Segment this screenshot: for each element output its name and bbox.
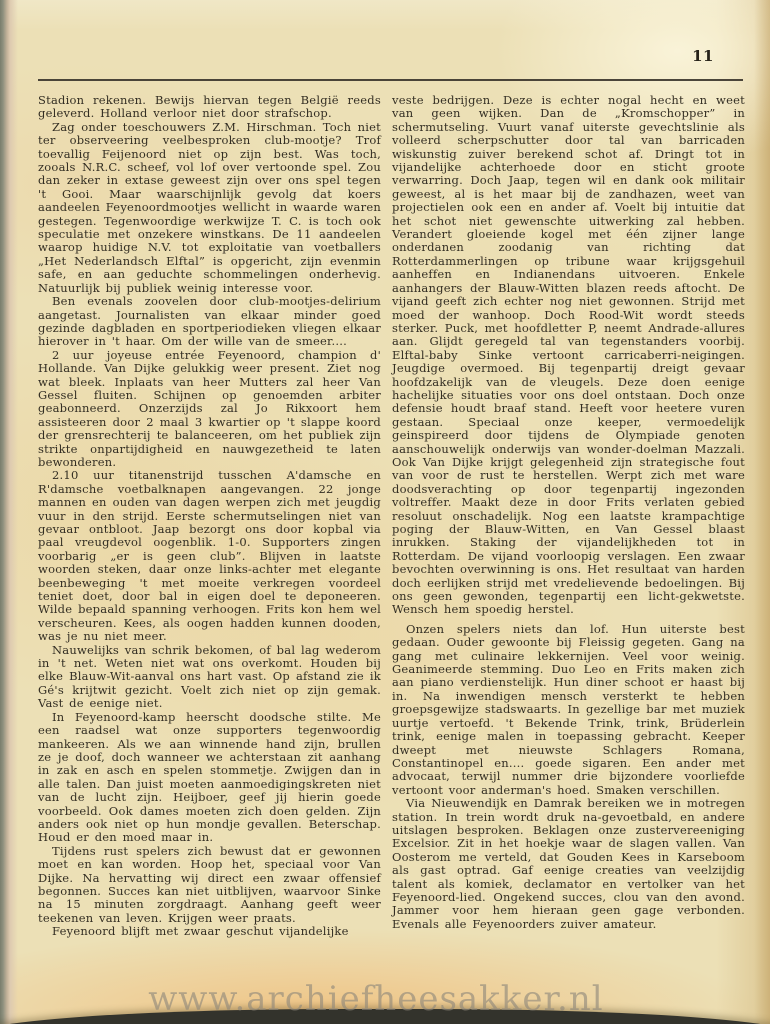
paragraph: 2 uur joyeuse entrée Feyenoord, champion d' Hollande. Van Dijke gelukkig weer present. Ziet nog wat bleek. Inplaats van heer Mutters zal heer Van Gessel fluiten. Schijnen op genoemden arbiter geabonneerd. Onzerzijds zal Jo Rikxoort hem assisteeren door 2 maal 3 kwartier op 't slappe koord der grensrechterij te balanceeren, om het publiek zijn strikte onpartijdigheid en nauwgezetheid te laten bewonderen. bbox=[38, 347, 381, 469]
header-rule bbox=[38, 79, 743, 81]
paragraph: Nauwelijks van schrik bekomen, of bal lag wederom in 't net. Weten niet wat ons overkomt. Houden bij elke Blauw-Wit-aanval ons hart vast. Op afstand zie ik Gé's krijtwit gezicht. Voelt zich niet op zijn gemak. Vast de eenige niet. bbox=[38, 642, 381, 711]
paragraph: Stadion rekenen. Bewijs hiervan tegen België reeds geleverd. Holland verloor niet door strafschop. bbox=[38, 93, 381, 121]
article-body bbox=[38, 94, 745, 939]
left-column bbox=[38, 94, 381, 939]
right-column bbox=[392, 94, 745, 939]
paragraph: 2.10 uur titanenstrijd tusschen A'damsche en R'damsche voetbalknapen aangevangen. 22 jonge mannen en ouden van dagen werpen zich met jeugdig vuur in den strijd. Eerste schermutselingen niet van gevaar ontbloot. Jaap bezorgt ons door kopbal via paal vreugdevol oogenblik. 1-0. Supporters zingen voorbarig „er is geen club”. Blijven in laatste woorden steken, daar onze links-achter met elegante beenbeweging 't met moeite verkregen voordeel teniet doet, door bal in eigen doel te deponeeren. Wilde bepaald spanning verhoogen. Frits kon hem wel verscheuren. Kees, als oogen hadden kunnen dooden, was je nu niet meer. bbox=[38, 468, 381, 644]
paragraph: Onzen spelers niets dan lof. Hun uiterste best gedaan. Ouder gewoonte bij Fleissig gegeten. Gang na gang met culinaire lekkernijen. Veel voor weinig. Geanimeerde stemming. Duo Leo en Frits maken zich aan piano verdienstelijk. Hun diner schoot er haast bij in. Na inwendigen mensch versterkt te hebben groepsgewijze stadswaarts. In gezellige bar met muziek uurtje vertoefd. 't Bekende Trink, trink, Brüderlein trink, eenige malen in toepassing gebracht. Keeper dweept met nieuwste Schlagers Romana, Constantinopel en.... goede sigaren. Een ander met advocaat, terwijl nummer drie bijzondere voorliefde vertoont voor anderman's hoed. Smaken verschillen. bbox=[392, 621, 745, 797]
paragraph: Zag onder toeschouwers Z.M. Hirschman. Toch niet ter observeering veelbesproken club-mootje? Trof toevallig Feijenoord niet op zijn best. Was toch, zooals N.R.C. scheef, vol lof over vertoonde spel. Zou dan zeker in extase geweest zijn over ons spel tegen 't Gooi. Maar waarschijnlijk gevolg dat koers aandeelen Feyenoordmootjes wellicht in waarde waren gestegen. Tegenwoordige werkwijze T. C. is toch ook speculatie met onzekere winstkans. De 11 aandeelen waarop huidige N.V. tot exploitatie van voetballers „Het Nederlandsch Elftal” is opgericht, zijn evenmin safe, en aan geduchte schommelingen onderhevig. Natuurlijk bij publiek weinig interesse voor. bbox=[38, 119, 381, 295]
paragraph: Via Nieuwendijk en Damrak bereiken we in motregen station. In trein wordt druk na-gevoetbald, en andere uitslagen besproken. Beklagen onze zustervereeniging Excelsior. Zit in het hoekje waar de slagen vallen. Van Oosterom me verteld, dat Gouden Kees in Karseboom als gast optrad. Gaf eenige creaties van veelzijdig talent als komiek, declamator en vertolker van het Feyenoord-lied. Ongekend succes, clou van den avond. Jammer voor hem hieraan geen gage verbonden. Evenals alle Feyenoorders zuiver amateur. bbox=[392, 796, 745, 931]
paragraph: Feyenoord blijft met zwaar geschut vijandelijke bbox=[52, 924, 349, 939]
paragraph: Ben evenals zoovelen door club-mootjes-delirium aangetast. Journalisten van elkaar minder goed gezinde dagbladen en sportperiodieken vliegen elkaar hierover in 't haar. Om der wille van de smeer.... bbox=[38, 294, 381, 349]
scan-right-edge bbox=[754, 0, 770, 1024]
paragraph: In Feyenoord-kamp heerscht doodsche stilte. Me een raadsel wat onze supporters tegenwoordig mankeeren. Als we aan winnende hand zijn, brullen ze je doof, doch wanneer we achterstaan zit aanhang in zak en asch en spelen stommetje. Zwijgen dan in alle talen. Dan juist moeten aanmoedigingskreten niet van de lucht zijn. Heijboer, geef jij hierin goede voorbeeld. Ook dames moeten zich doen gelden. Zijn anders ook niet op hun mondje gevallen. Beterschap. Houd er den moed maar in. bbox=[38, 709, 381, 845]
scan-left-edge bbox=[0, 0, 18, 1024]
paragraph: Tijdens rust spelers zich bewust dat er gewonnen moet en kan worden. Hoop het, speciaal voor Van Dijke. Na hervatting wij direct een zwaar offensief begonnen. Succes kan niet uitblijven, waarvoor Sinke na 15 minuten zorgdraagt. Aanhang geeft weer teekenen van leven. Krijgen weer praats. bbox=[38, 843, 381, 925]
watermark-url: www.archiefheesakker.nl bbox=[148, 979, 604, 1019]
page-number: 11 bbox=[692, 47, 714, 65]
paragraph: veste bedrijgen. Deze is echter nogal hecht en weet van geen wijken. Dan de „Kromschopper” in schermutseling. Vuurt vanaf uiterste gevechtslinie als volleerd scherpschutter door tal van barricaden wiskunstig zuiver berekend schot af. Dringt tot in vijandelijke achterhoede door en sticht groote verwarring. Doch Jaap, tegen wil en dank ook militair geweest, al is het maar bij de zandhazen, weet van projectielen ook een en ander af. Voelt bij intuitie dat het schot niet gewenschte uitwerking zal hebben. Verandert gloeiende kogel met één zijner lange onderdanen zoodanig van richting dat Rotterdammerlingen op tribune waar krijgsgehuil aanheffen en Indianendans uitvoeren. Enkele aanhangers der Blauw-Witten blazen reeds aftocht. De vijand geeft zich echter nog niet gewonnen. Strijd met moed der wanhoop. Doch Rood-Wit wordt steeds sterker. Puck, met hoofdletter P, neemt Andrade-allures aan. Glijdt geregeld tal van tegenstanders voorbij. Elftal-baby Sinke vertoont carricaberri-neigingen. Jeugdige overmoed. Bij tegenpartij dreigt gevaar hoofdzakelijk van de vleugels. Deze doen eenige hachelijke situaties voor ons doel ontstaan. Doch onze defensie houdt braaf stand. Heeft voor heetere vuren gestaan. Speciaal onze keeper, vermoedelijk geinspireerd door tijdens de Olympiade genoten aanschouwelijk onderwijs van wonder-doelman Mazzali. Ook Van Dijke krijgt gelegenheid zijn strategische fout van voor de rust te herstellen. Werpt zich met ware doodsverachting op door tegenpartij ingezonden voltreffer. Maakt deze in door Frits verlaten gebied resoluut onschadelijk. Nog een laatste krampachtige poging der Blauw-Witten, en Van Gessel blaast inrukken. Staking der vijandelijkheden tot in Rotterdam. De vijand voorloopig verslagen. Een zwaar bevochten overwinning is ons. Het resultaat van harden doch eerlijken strijd met vredelievende bedoelingen. Bij ons geen gewonden, tegenpartij een licht-gekwetste. Wensch hem spoedig herstel. bbox=[392, 93, 745, 617]
